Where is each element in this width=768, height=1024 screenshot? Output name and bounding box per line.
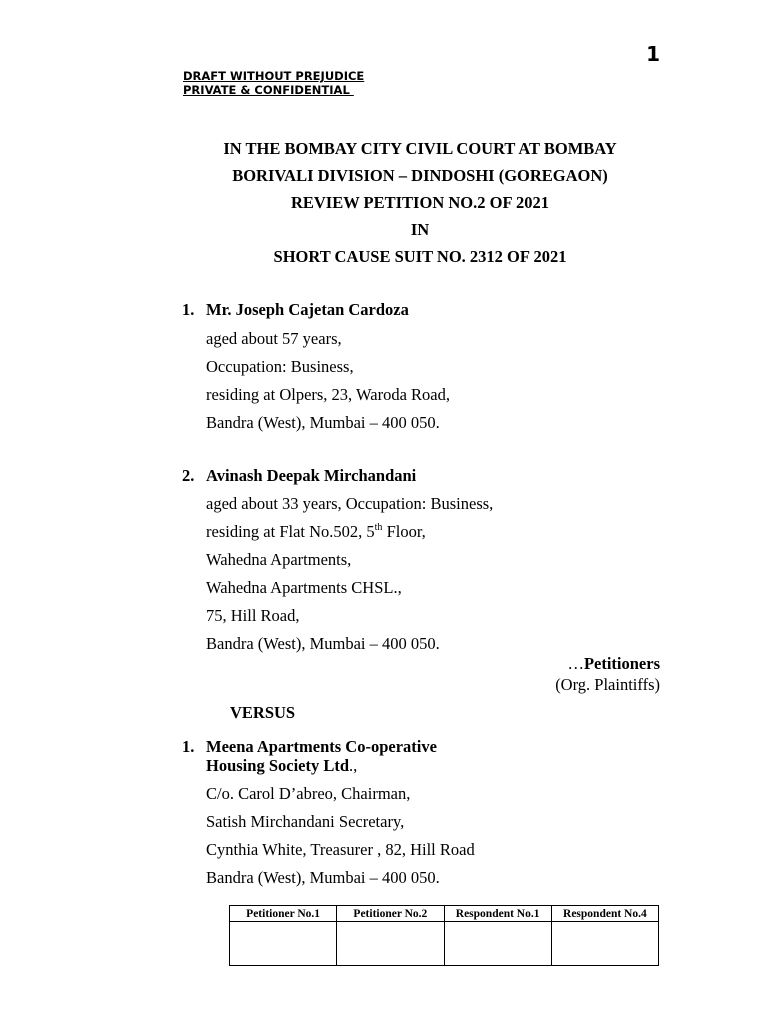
petitioner-1-occupation: Occupation: Business, bbox=[206, 357, 354, 376]
petitioners-sublabel: (Org. Plaintiffs) bbox=[555, 675, 660, 694]
versus-heading: VERSUS bbox=[230, 703, 296, 722]
signature-header-petitioner-2: Petitioner No.2 bbox=[337, 906, 444, 922]
petitioners-label-text: Petitioners bbox=[583, 654, 660, 673]
petitioner-2-residence bbox=[206, 522, 426, 542]
page-number: 1 bbox=[646, 42, 660, 66]
petitioner-2-city: Bandra (West), Mumbai – 400 050. bbox=[206, 634, 440, 653]
petitioner-2-society: Wahedna Apartments CHSL., bbox=[206, 578, 402, 597]
draft-notice bbox=[183, 69, 364, 97]
petitioner-1-residence: residing at Olpers, 23, Waroda Road, bbox=[206, 385, 450, 404]
petitioners-dots: … bbox=[567, 654, 584, 673]
petitioner-2-residence-sup: th bbox=[374, 521, 383, 533]
signature-cell-respondent-4 bbox=[551, 922, 658, 966]
court-heading-1: IN THE BOMBAY CITY CIVIL COURT AT BOMBAY bbox=[223, 139, 617, 158]
signature-table bbox=[229, 905, 659, 966]
court-heading-3: REVIEW PETITION NO.2 OF 2021 bbox=[290, 193, 550, 212]
signature-header-petitioner-1: Petitioner No.1 bbox=[230, 906, 337, 922]
respondent-1-name-line-2-text: Housing Society Ltd bbox=[206, 756, 350, 775]
petitioners-label bbox=[567, 654, 660, 674]
signature-cell-respondent-1 bbox=[444, 922, 551, 966]
petitioner-1-name: Mr. Joseph Cajetan Cardoza bbox=[206, 300, 409, 319]
signature-table-row bbox=[230, 922, 659, 966]
petitioner-1-age: aged about 57 years, bbox=[206, 329, 342, 348]
respondent-1-name-line-2 bbox=[206, 756, 357, 776]
court-heading-4: IN bbox=[410, 220, 430, 239]
court-heading-2: BORIVALI DIVISION – DINDOSHI (GOREGAON) bbox=[232, 166, 608, 185]
signature-header-respondent-4: Respondent No.4 bbox=[551, 906, 658, 922]
petitioner-2-building: Wahedna Apartments, bbox=[206, 550, 352, 569]
signature-cell-petitioner-2 bbox=[337, 922, 444, 966]
signature-table-header-row bbox=[230, 906, 659, 922]
respondent-1-number: 1. bbox=[182, 737, 195, 756]
court-heading-5: SHORT CAUSE SUIT NO. 2312 OF 2021 bbox=[273, 247, 567, 266]
signature-header-respondent-1: Respondent No.1 bbox=[444, 906, 551, 922]
petitioner-1-number: 1. bbox=[182, 300, 195, 319]
petitioner-2-age-occupation: aged about 33 years, Occupation: Business, bbox=[206, 494, 494, 513]
respondent-1-name-suffix: ., bbox=[349, 756, 358, 775]
respondent-1-name-line-1: Meena Apartments Co-operative bbox=[206, 737, 437, 756]
respondent-1-care-of: C/o. Carol D’abreo, Chairman, bbox=[206, 784, 411, 803]
petitioner-2-residence-suffix: Floor, bbox=[382, 522, 426, 541]
petitioner-1-city: Bandra (West), Mumbai – 400 050. bbox=[206, 413, 440, 432]
petitioner-2-number: 2. bbox=[182, 466, 195, 485]
petitioner-2-street: 75, Hill Road, bbox=[206, 606, 300, 625]
petitioner-2-residence-prefix: residing at Flat No.502, 5 bbox=[206, 522, 375, 541]
petitioner-2-name: Avinash Deepak Mirchandani bbox=[206, 466, 417, 485]
draft-line-1: DRAFT WITHOUT PREJUDICE bbox=[183, 69, 365, 83]
signature-cell-petitioner-1 bbox=[230, 922, 337, 966]
respondent-1-treasurer: Cynthia White, Treasurer , 82, Hill Road bbox=[206, 840, 475, 859]
respondent-1-secretary: Satish Mirchandani Secretary, bbox=[206, 812, 405, 831]
respondent-1-city: Bandra (West), Mumbai – 400 050. bbox=[206, 868, 440, 887]
draft-line-2: PRIVATE & CONFIDENTIAL bbox=[183, 83, 354, 97]
